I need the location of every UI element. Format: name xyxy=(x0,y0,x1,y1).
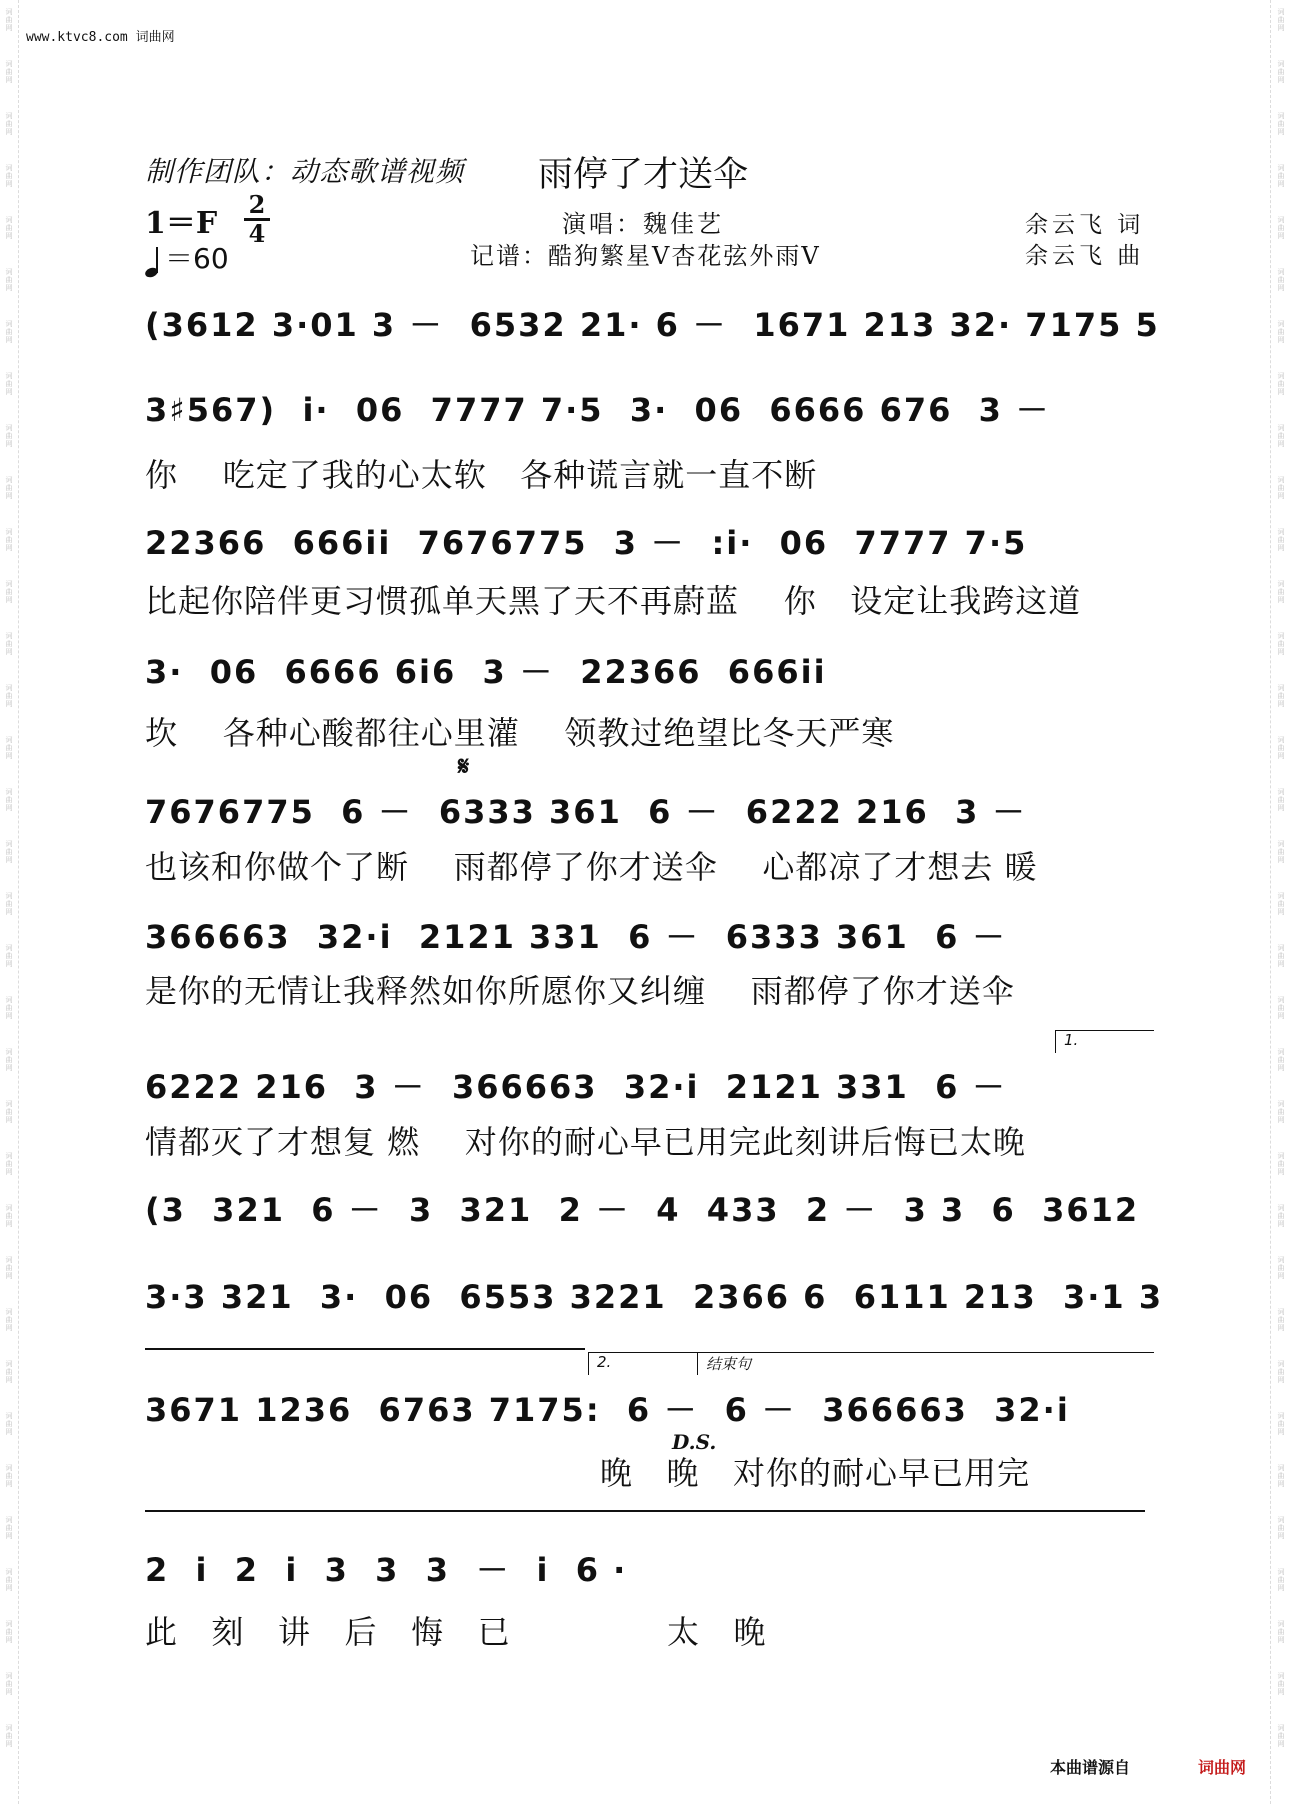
watermark-text: 词 曲 网 xyxy=(1277,1568,1285,1592)
watermark-text: 词 曲 网 xyxy=(1277,840,1285,864)
footer-brand[interactable]: 词曲网 xyxy=(1198,1758,1247,1777)
watermark-text: 词 曲 网 xyxy=(5,268,13,292)
right-border-line xyxy=(1270,0,1271,1804)
score-row-9-interlude xyxy=(145,1278,1164,1338)
score-row-4 xyxy=(145,647,1145,707)
watermark-text: 词 曲 网 xyxy=(5,1152,13,1176)
watermark-text: 词 曲 网 xyxy=(1277,268,1285,292)
ds-mark: D.S. xyxy=(672,1430,717,1454)
score-row-2 xyxy=(145,385,1145,445)
watermark-text: 词 曲 网 xyxy=(5,944,13,968)
watermark-text: 词 曲 网 xyxy=(1277,1204,1285,1228)
notation-line: 366663 32·i 2121 331 6 － 6333 361 6 － xyxy=(145,918,1007,956)
left-border-line xyxy=(18,0,19,1804)
notation-line: (3612 3·01 3 － 6532 21· 6 － 1671 213 32· 7175 5 xyxy=(145,306,1160,344)
watermark-text: 词 曲 网 xyxy=(1277,1308,1285,1332)
watermark-text: 词 曲 网 xyxy=(5,60,13,84)
watermark-text: 词 曲 网 xyxy=(1277,1464,1285,1488)
lyric-line: 此 刻 讲 后 悔 已 太 晚 xyxy=(145,1613,767,1651)
watermark-text: 词 曲 网 xyxy=(5,1516,13,1540)
watermark-text: 词 曲 网 xyxy=(1277,60,1285,84)
watermark-text: 词 曲 网 xyxy=(1277,8,1285,32)
watermark-text: 词 曲 网 xyxy=(1277,1620,1285,1644)
watermark-text: 词 曲 网 xyxy=(1277,1256,1285,1280)
watermark-text: 词 曲 网 xyxy=(5,1672,13,1696)
watermark-text: 词 曲 网 xyxy=(5,164,13,188)
notation-line: 7676775 6 － 6333 361 6 － 6222 216 3 － xyxy=(145,793,1027,831)
time-signature xyxy=(242,190,272,248)
notation-line: 3·3 321 3· 06 6553 3221 2366 6 6111 213 3·1 3 xyxy=(145,1278,1164,1316)
volta-2-label: 2. xyxy=(597,1353,612,1371)
watermark-text: 词 曲 网 xyxy=(1277,424,1285,448)
key-signature: 1＝F xyxy=(145,206,218,241)
lyric-line: 你 吃定了我的心太软 各种谎言就一直不断 xyxy=(145,456,818,494)
lyric-line: 比起你陪伴更习惯孤单天黑了天不再蔚蓝 你 设定让我跨这道 xyxy=(145,582,1082,620)
watermark-text: 词 曲 网 xyxy=(5,1100,13,1124)
volta-1 xyxy=(1055,1030,1154,1053)
song-title: 雨停了才送伞 xyxy=(538,155,749,195)
watermark-text: 词 曲 网 xyxy=(1277,684,1285,708)
watermark-text: 词 曲 网 xyxy=(5,840,13,864)
watermark-text: 词 曲 网 xyxy=(5,8,13,32)
score-row-5 xyxy=(145,787,1145,847)
watermark-text: 词 曲 网 xyxy=(1277,1048,1285,1072)
watermark-text: 词 曲 网 xyxy=(5,996,13,1020)
watermark-text: 词 曲 网 xyxy=(1277,372,1285,396)
tempo-marking xyxy=(145,237,229,277)
watermark-text: 词 曲 网 xyxy=(1277,944,1285,968)
watermark-text: 词 曲 网 xyxy=(1277,476,1285,500)
watermark-text: 词 曲 网 xyxy=(1277,632,1285,656)
score-row-6 xyxy=(145,912,1145,972)
score-row-10 xyxy=(145,1385,1145,1445)
notation-line: 22366 666ii 7676775 3 － :i· 06 7777 7·5 xyxy=(145,524,1028,562)
watermark-text: 词 曲 网 xyxy=(1277,1724,1285,1748)
watermark-text: 词 曲 网 xyxy=(5,1620,13,1644)
watermark-text: 词 曲 网 xyxy=(5,684,13,708)
watermark-text: 词 曲 网 xyxy=(1277,164,1285,188)
production-team: 制作团队：动态歌谱视频 xyxy=(145,155,465,188)
watermark-text: 词 曲 网 xyxy=(1277,580,1285,604)
watermark-text: 词 曲 网 xyxy=(1277,1412,1285,1436)
watermark-text: 词 曲 网 xyxy=(5,1204,13,1228)
watermark-text: 词 曲 网 xyxy=(5,1308,13,1332)
watermark-text: 词 曲 网 xyxy=(5,112,13,136)
watermark-text: 词 曲 网 xyxy=(5,1724,13,1748)
volta-1-label: 1. xyxy=(1064,1031,1079,1049)
watermark-text: 词 曲 网 xyxy=(1277,1100,1285,1124)
watermark-text: 词 曲 网 xyxy=(5,372,13,396)
notation-line: 3♯567) i· 06 7777 7·5 3· 06 6666 676 3 － xyxy=(145,391,1051,429)
repeat-bracket-line xyxy=(145,1348,585,1350)
watermark-text: 词 曲 网 xyxy=(5,424,13,448)
scriber-credit: 记谱：酷狗繁星V杏花弦外雨V xyxy=(470,242,821,270)
watermark-text: 词 曲 网 xyxy=(1277,996,1285,1020)
lyric-line: 是你的无情让我释然如你所愿你又纠缠 雨都停了你才送伞 xyxy=(145,972,1015,1010)
quarter-note-icon xyxy=(145,247,161,277)
lyric-line: 晚 晚 对你的耐心早已用完 xyxy=(600,1454,1031,1492)
watermark-text: 词 曲 网 xyxy=(5,892,13,916)
notation-line: 3· 06 6666 6i6 3 － 22366 666ii xyxy=(145,653,827,691)
watermark-text: 词 曲 网 xyxy=(5,1256,13,1280)
watermark-text: 词 曲 网 xyxy=(1277,736,1285,760)
notation-line: 6222 216 3 － 366663 32·i 2121 331 6 － xyxy=(145,1068,1007,1106)
lyric-line: 坎 各种心酸都往心里灌 领教过绝望比冬天严寒 xyxy=(145,714,895,752)
watermark-text: 词 曲 网 xyxy=(5,320,13,344)
right-watermark-strip xyxy=(1272,0,1290,1804)
volta-2 xyxy=(588,1352,697,1375)
watermark-text: 词 曲 网 xyxy=(1277,528,1285,552)
watermark-text: 词 曲 网 xyxy=(5,1412,13,1436)
score-row-1 xyxy=(145,300,1160,360)
tempo-value: ＝60 xyxy=(165,242,229,275)
score-row-8-interlude xyxy=(145,1185,1145,1245)
lyric-line: 也该和你做个了断 雨都停了你才送伞 心都凉了才想去 暖 xyxy=(145,848,1038,886)
score-row-7 xyxy=(145,1062,1145,1122)
time-signature-top: 2 xyxy=(248,190,266,219)
watermark-text: 词 曲 网 xyxy=(1277,892,1285,916)
watermark-text: 词 曲 网 xyxy=(5,788,13,812)
watermark-text: 词 曲 网 xyxy=(1277,1152,1285,1176)
ending-bracket xyxy=(697,1352,1154,1375)
watermark-text: 词 曲 网 xyxy=(5,1464,13,1488)
left-watermark-strip xyxy=(0,0,18,1804)
segno-mark: 𝄋 xyxy=(458,752,470,782)
notation-line: (3 321 6 － 3 321 2 － 4 433 2 － 3 3 6 3612 xyxy=(145,1191,1140,1229)
watermark-text: 词 曲 网 xyxy=(1277,216,1285,240)
ending-label: 结束句 xyxy=(706,1355,752,1373)
site-url[interactable]: www.ktvc8.com 词曲网 xyxy=(26,30,175,45)
watermark-text: 词 曲 网 xyxy=(5,1568,13,1592)
watermark-text: 词 曲 网 xyxy=(5,580,13,604)
composer-credit: 余云飞 曲 xyxy=(1025,243,1145,269)
watermark-text: 词 曲 网 xyxy=(5,1360,13,1384)
watermark-text: 词 曲 网 xyxy=(5,216,13,240)
time-signature-bottom: 4 xyxy=(248,219,266,248)
score-row-11 xyxy=(145,1545,1145,1605)
watermark-text: 词 曲 网 xyxy=(1277,1672,1285,1696)
watermark-text: 词 曲 网 xyxy=(5,632,13,656)
watermark-text: 词 曲 网 xyxy=(5,736,13,760)
watermark-text: 词 曲 网 xyxy=(1277,1360,1285,1384)
watermark-text: 词 曲 网 xyxy=(5,476,13,500)
singer-credit: 演唱：魏佳艺 xyxy=(562,210,724,238)
score-row-3 xyxy=(145,518,1145,578)
lyric-line: 情都灭了才想复 燃 对你的耐心早已用完此刻讲后悔已太晚 xyxy=(145,1123,1026,1161)
watermark-text: 词 曲 网 xyxy=(5,528,13,552)
watermark-text: 词 曲 网 xyxy=(5,1048,13,1072)
lyricist-credit: 余云飞 词 xyxy=(1025,212,1145,238)
watermark-text: 词 曲 网 xyxy=(1277,788,1285,812)
watermark-text: 词 曲 网 xyxy=(1277,320,1285,344)
notation-line: 3671 1236 6763 7175: 6 － 6 － 366663 32·i xyxy=(145,1391,1070,1429)
watermark-text: 词 曲 网 xyxy=(1277,112,1285,136)
notation-line: 2 i 2 i 3 3 3 － i 6 · xyxy=(145,1551,628,1589)
coda-bracket-line xyxy=(145,1510,1145,1512)
footer-source: 本曲谱源自 xyxy=(1050,1758,1131,1777)
watermark-text: 词 曲 网 xyxy=(1277,1516,1285,1540)
